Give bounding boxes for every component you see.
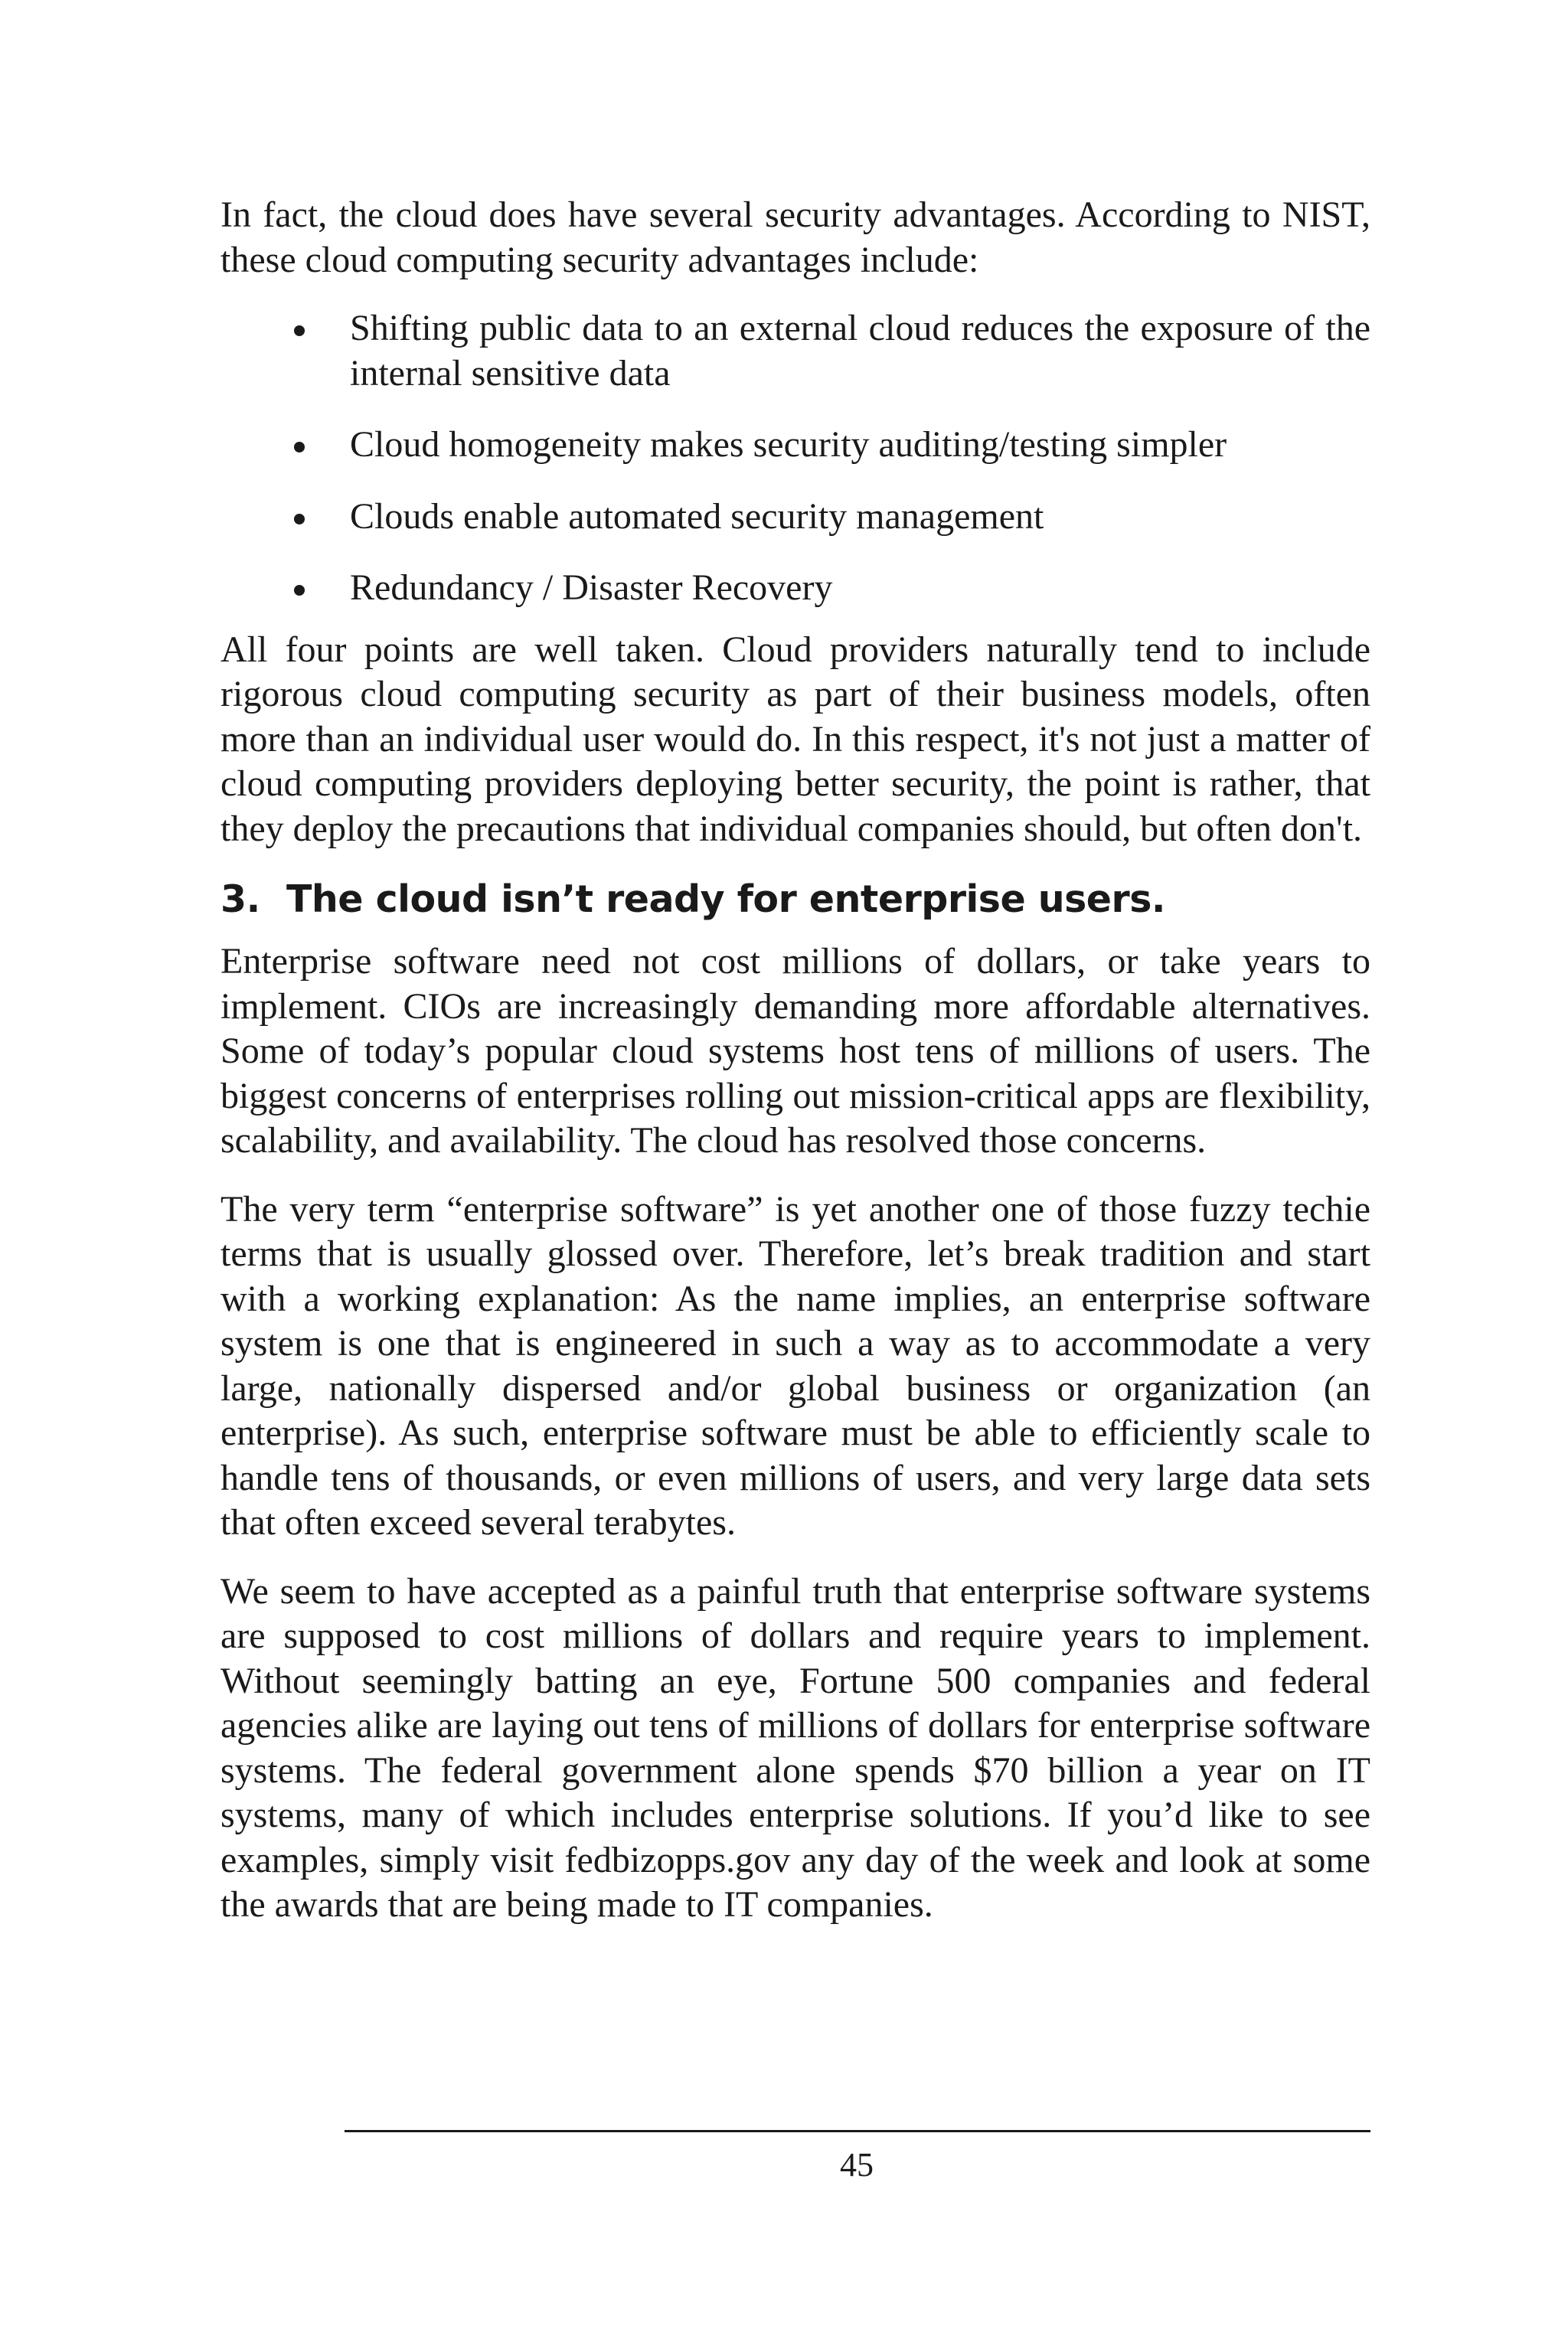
page-body <box>220 193 1370 1952</box>
list-item <box>220 423 1370 468</box>
section-paragraph-3: We seem to have accepted as a painful truth that enterprise software systems are supposed to cost millions of dollars and require years to implement. Without seemingly batting an eye, Fortune 500 companies and federal agencies alike are laying out tens of millions of dollars for enterprise software systems. The federal government alone spends $70 billion a year on IT systems, many of which includes enterprise solutions. If you’d like to see examples, simply visit fedbizopps.gov any day of the week and look at some the awards that are being made to IT companies. <box>220 1570 1370 1925</box>
bullet-icon <box>294 585 305 596</box>
list-item <box>220 566 1370 611</box>
section-paragraph-1: Enterprise software need not cost millions of dollars, or take years to implement. CIOs are increasingly demanding more affordable alternatives. Some of today’s popular cloud systems host tens of millions of users. The biggest concerns of enterprises rolling out mission-critical apps are flexibility, scalability, and availability. The cloud has resolved those concerns. <box>220 941 1370 1161</box>
bullet-icon <box>294 442 305 452</box>
bullet-icon <box>294 325 305 336</box>
footer-divider <box>345 2130 1370 2132</box>
list-item-text: Redundancy / Disaster Recovery <box>350 567 833 608</box>
section-number: 3. <box>220 877 260 921</box>
intro-paragraph: In fact, the cloud does have several security advantages. According to NIST, these cloud computing security advantages include: <box>220 194 1370 280</box>
summary-paragraph: All four points are well taken. Cloud providers naturally tend to include rigorous cloud computing security as part of their business models, often more than an individual user would do. In this respect, it's not just a matter of cloud computing providers deploying better security, the point is rather, that they deploy the precautions that individual companies should, but often don't. <box>220 629 1370 849</box>
bullet-icon <box>294 514 305 524</box>
list-item-text: Cloud homogeneity makes security auditing/testing simpler <box>350 424 1227 465</box>
section-paragraph-2: The very term “enterprise software” is yet another one of those fuzzy techie terms that is usually glossed over. Therefore, let’s break tradition and start with a working explanation: As the name implies, an enterprise software system is one that is engineered in such a way as to accommodate a very large, nationally dispersed and/or global business or organization (an enterprise). As such, enterprise software must be able to efficiently scale to handle tens of thousands, or even millions of users, and very large data sets that often exceed several terabytes. <box>220 1188 1370 1543</box>
advantages-list <box>220 306 1370 611</box>
list-item-text: Clouds enable automated security management <box>350 495 1044 537</box>
list-item <box>220 495 1370 540</box>
section-heading <box>220 875 1370 924</box>
list-item-text: Shifting public data to an external cloud reduces the exposure of the internal sensitive data <box>350 308 1370 394</box>
page-number: 45 <box>840 2146 874 2184</box>
section-title: The cloud isn’t ready for enterprise users. <box>286 877 1165 921</box>
list-item <box>220 306 1370 396</box>
